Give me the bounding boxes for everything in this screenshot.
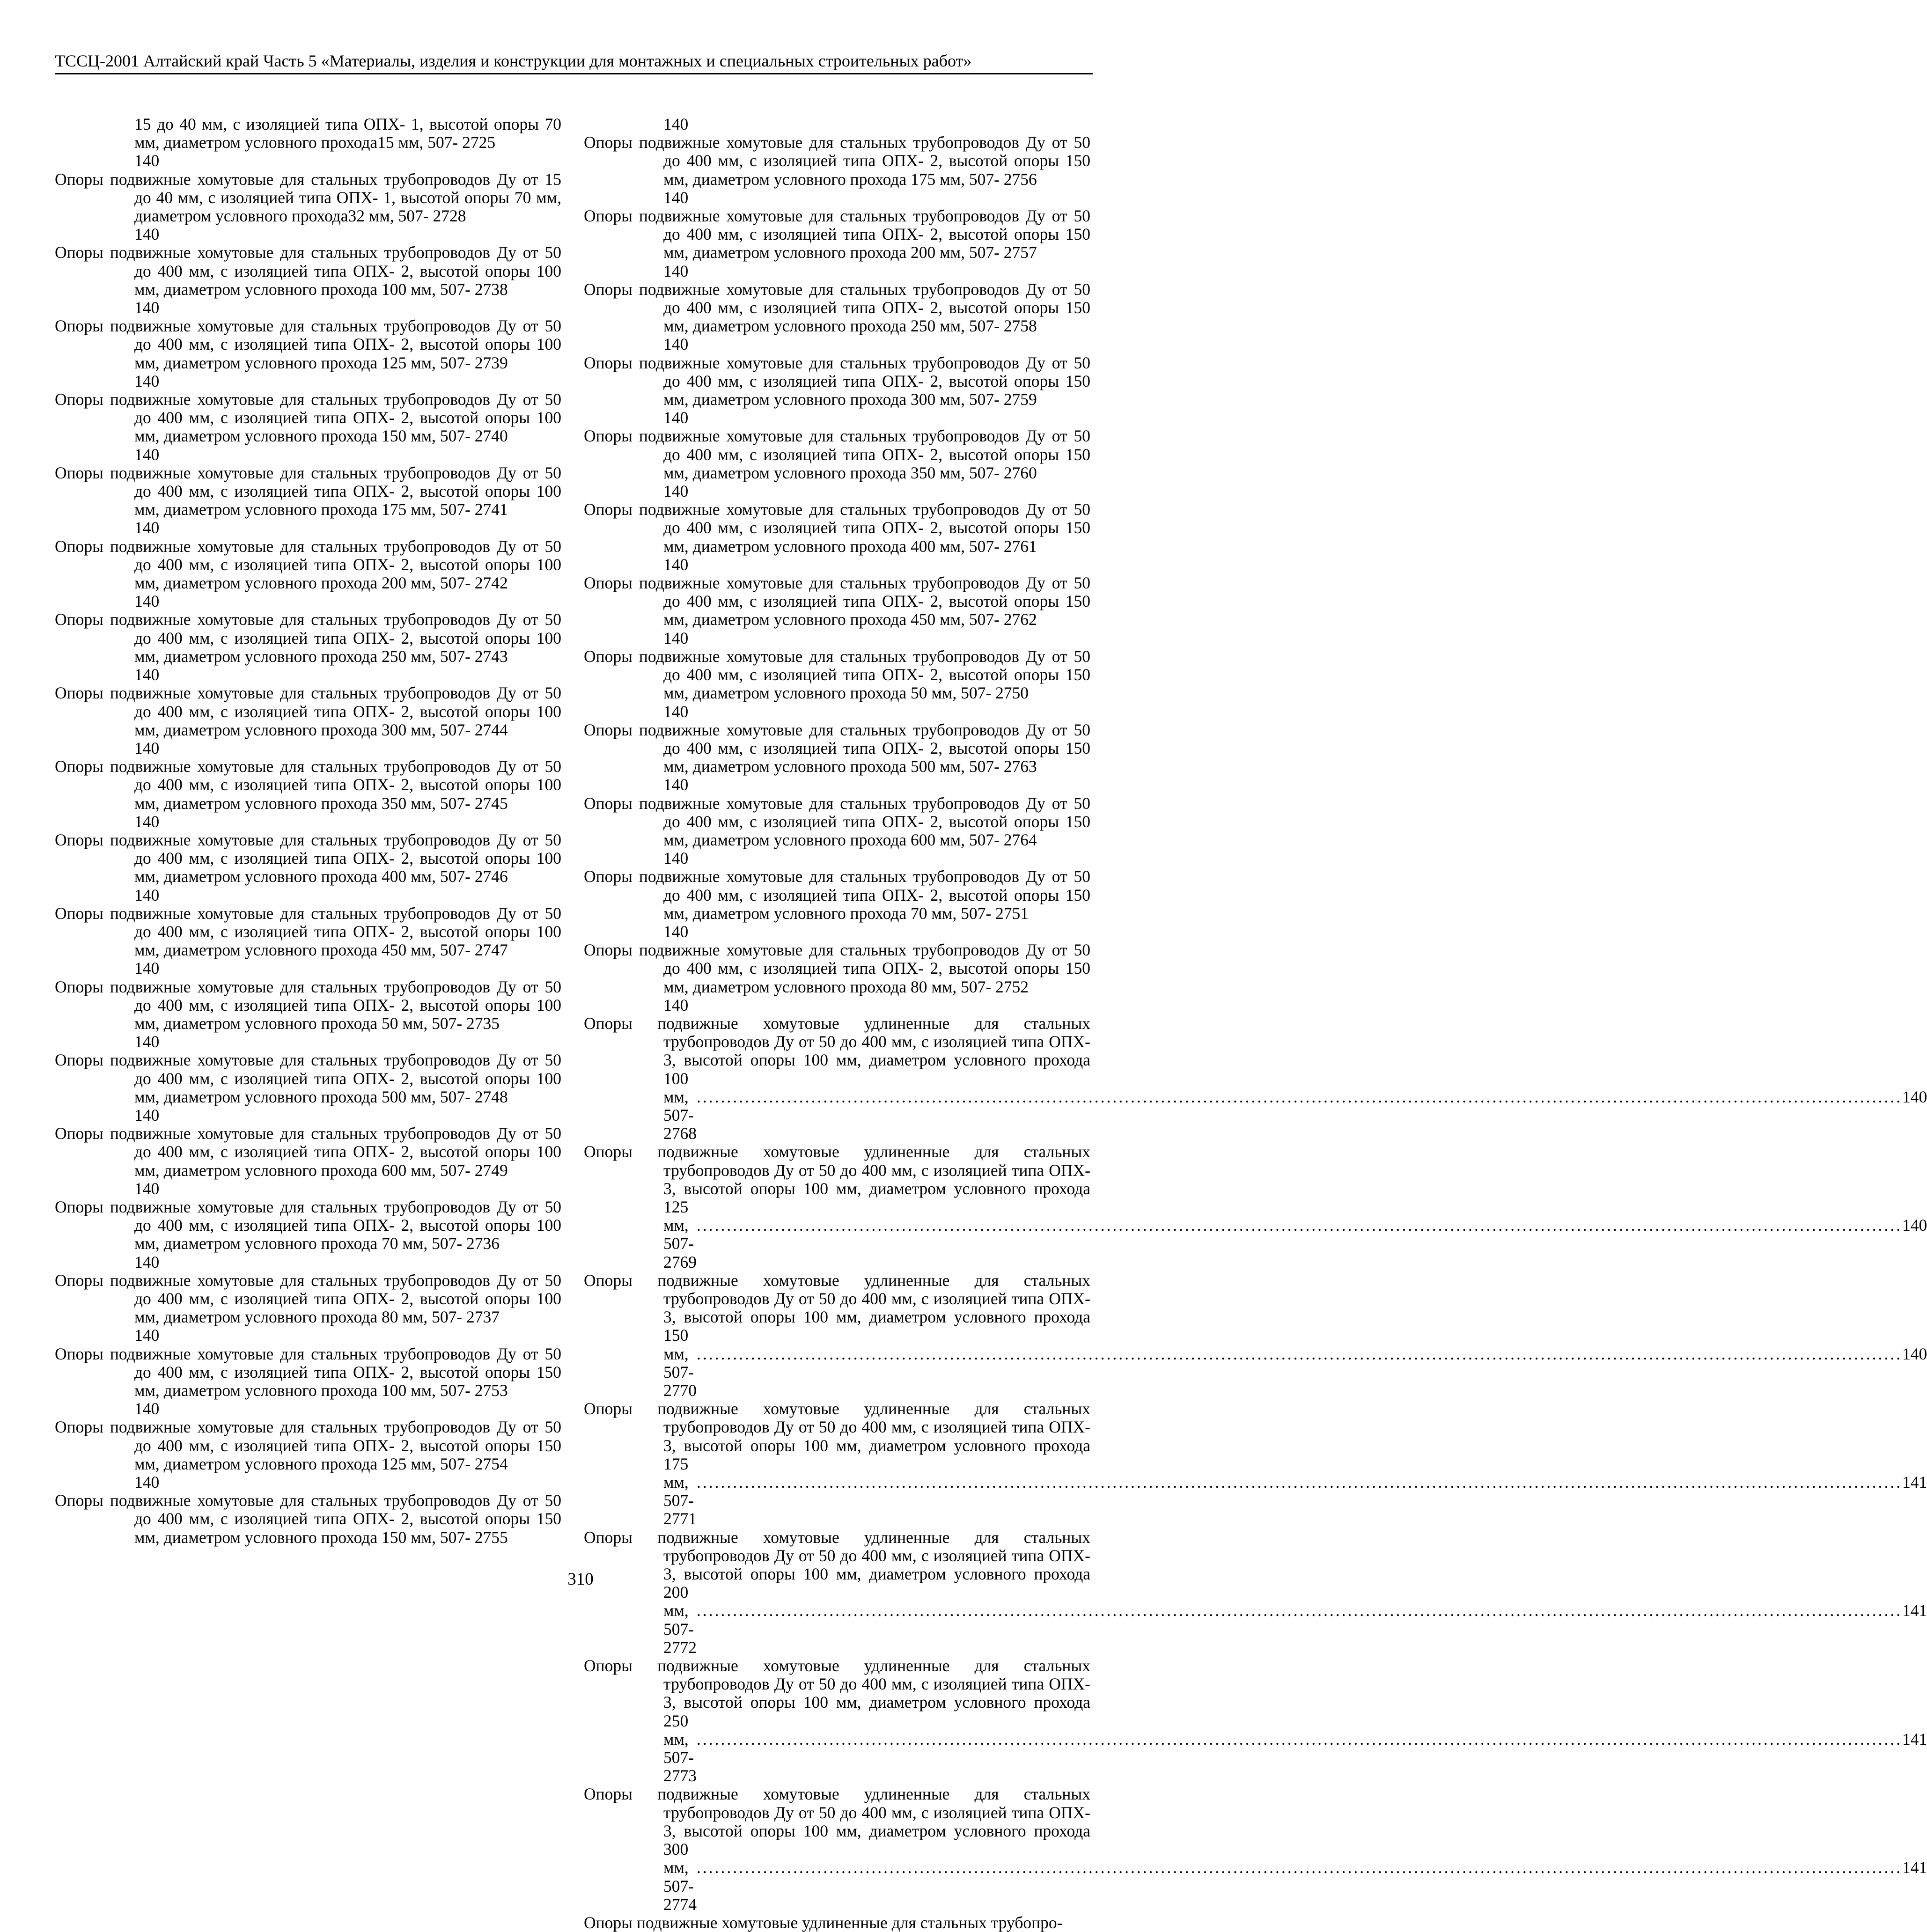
index-entry [584,721,1090,794]
index-entry-code: мм, 507- 2770 [663,1344,697,1400]
index-entry-page: 140 [663,115,689,133]
index-entry-page: 141 [1902,1858,1927,1877]
dot-leader: ........................................................................................................................................................................................................ [697,1216,1902,1235]
index-entry [55,390,561,464]
index-entry-title: Опоры подвижные хомутовые для стальных трубопроводов Ду от 50 до 400 мм, с изоляцией типа ОПХ- 2, высотой опоры 100 мм, диаметром условного прохода 150 мм, 507- 2740 [55,390,561,446]
index-entry-code: мм, 507- 2774 [663,1858,697,1914]
index-entry-title: Опоры подвижные хомутовые удлиненные для стальных трубопроводов Ду от 50 до 400 мм, с изоляцией типа ОПХ- 3, высотой опоры 100 мм, диаметром условного прохода 150 [584,1271,1090,1345]
index-entry-page: 140 [663,849,689,868]
index-entry-title: Опоры подвижные хомутовые для стальных трубопроводов Ду от 50 до 400 мм, с изоляцией типа ОПХ- 2, высотой опоры 150 мм, диаметром условного прохода 400 мм, 507- 2761 [584,500,1090,556]
index-entry [584,133,1090,207]
index-entry [584,1785,1927,1914]
index-entry [584,1656,1927,1785]
index-entry [55,1198,561,1271]
index-entry-title: Опоры подвижные хомутовые для стальных трубопроводов Ду от 15 до 40 мм, с изоляцией типа ОПХ- 1, высотой опоры 70 мм, диаметром условного прохода32 мм, 507- 2728 [55,169,561,226]
index-entry [584,1399,1927,1528]
index-entry-page: 140 [134,1179,160,1198]
index-entry [584,794,1090,868]
index-entry [55,757,561,831]
index-entry-title: Опоры подвижные хомутовые удлиненные для стальных трубопроводов Ду от 50 до 400 мм, с изоляцией типа ОПХ- 3, высотой опоры 100 мм, диаметром условного прохода 200 [584,1528,1090,1602]
index-entry-page: 140 [663,482,689,501]
index-entry-page: 140 [134,1105,160,1124]
index-entry-page: 140 [663,922,689,941]
index-entry [55,464,561,537]
index-entry-last-line [663,1087,1927,1143]
index-entry [584,1014,1927,1143]
index-entry-page: 140 [663,555,689,574]
index-entry-title: Опоры подвижные хомутовые для стальных трубопроводов Ду от 50 до 400 мм, с изоляцией типа ОПХ- 2, высотой опоры 100 мм, диаметром условного прохода 300 мм, 507- 2744 [55,683,561,739]
index-entry [55,610,561,684]
index-entry [584,1271,1927,1400]
index-entry [55,243,561,317]
index-column-left [55,115,561,1547]
index-entry [584,1142,1927,1271]
index-entry [55,1418,561,1491]
index-entry-title: Опоры подвижные хомутовые для стальных трубопроводов Ду от 50 до 400 мм, с изоляцией типа ОПХ- 2, высотой опоры 150 мм, диаметром условного прохода 100 мм, 507- 2753 [55,1344,561,1400]
index-entry-page: 140 [134,1326,160,1345]
index-entry-page: 140 [134,371,160,390]
index-entry-page: 140 [134,1473,160,1492]
index-entry [55,537,561,611]
dot-leader: ........................................................................................................................................................................................................ [697,1344,1902,1363]
index-entry [55,1124,561,1198]
index-entry-page: 140 [134,518,160,537]
index-entry-title: Опоры подвижные хомутовые для стальных трубопроводов Ду от 50 до 400 мм, с изоляцией типа ОПХ- 2, высотой опоры 100 мм, диаметром условного прохода 70 мм, 507- 2736 [55,1197,561,1253]
index-entry [55,831,561,904]
index-entry-page: 140 [663,995,689,1014]
index-entry [584,500,1090,574]
index-entry-title: Опоры подвижные хомутовые удлиненные для стальных трубопроводов Ду от 50 до 400 мм, с изоляцией типа ОПХ- 3, высотой опоры 100 мм, диаметром условного прохода 250 [584,1656,1090,1730]
index-entry [55,978,561,1051]
index-entry [584,1914,1090,1932]
index-entry-last-line [663,1601,1927,1657]
index-entry-title: Опоры подвижные хомутовые для стальных трубопроводов Ду от 50 до 400 мм, с изоляцией типа ОПХ- 2, высотой опоры 100 мм, диаметром условного прохода 100 мм, 507- 2738 [55,243,561,299]
index-entry-title: Опоры подвижные хомутовые для стальных трубопроводов Ду от 50 до 400 мм, с изоляцией типа ОПХ- 2, высотой опоры 150 мм, диаметром условного прохода 125 мм, 507- 2754 [55,1418,561,1473]
index-entry-title: Опоры подвижные хомутовые для стальных трубопроводов Ду от 50 до 400 мм, с изоляцией типа ОПХ- 2, высотой опоры 150 мм, диаметром условного прохода 150 мм, 507- 2755 [55,1491,561,1547]
index-column-right [584,115,1927,1932]
index-entry-page: 140 [663,408,689,427]
index-entry-page: 141 [1902,1729,1927,1748]
index-entry [584,354,1090,427]
index-entry-page: 140 [134,445,160,464]
index-entry-page: 140 [134,151,160,170]
index-entry-page: 140 [663,775,689,794]
page-number: 310 [567,1570,594,1589]
index-entry-page: 140 [134,1032,160,1051]
index-entry-title: Опоры подвижные хомутовые для стальных трубопроводов Ду от 50 до 400 мм, с изоляцией типа ОПХ- 2, высотой опоры 100 мм, диаметром условного прохода 450 мм, 507- 2747 [55,904,561,960]
index-entry-code: мм, 507- 2771 [663,1473,697,1528]
index-entry-page: 140 [134,592,160,611]
index-entry-title: Опоры подвижные хомутовые для стальных трубопроводов Ду от 50 до 400 мм, с изоляцией типа ОПХ- 2, высотой опоры 150 мм, диаметром условного прохода 70 мм, 507- 2751 [584,867,1090,923]
index-entry-page: 140 [134,959,160,978]
index-entry-title: Опоры подвижные хомутовые для стальных трубопроводов Ду от 50 до 400 мм, с изоляцией типа ОПХ- 2, высотой опоры 100 мм, диаметром условного прохода 80 мм, 507- 2737 [55,1271,561,1327]
index-entry-title: Опоры подвижные хомутовые для стальных трубопроводов Ду от 50 до 400 мм, с изоляцией типа ОПХ- 2, высотой опоры 100 мм, диаметром условного прохода 250 мм, 507- 2743 [55,610,561,666]
page-header: ТССЦ-2001 Алтайский край Часть 5 «Материалы, изделия и конструкции для монтажных и специальных строительных работ» [55,51,1093,74]
index-entry-title: Опоры подвижные хомутовые для стальных трубопроводов Ду от 50 до 400 мм, с изоляцией типа ОПХ- 2, высотой опоры 150 мм, диаметром условного прохода 350 мм, 507- 2760 [584,426,1090,482]
index-entry [55,1051,561,1124]
index-entry [584,1528,1927,1657]
index-entry-page: 140 [663,188,689,207]
dot-leader: ........................................................................................................................................................................................................ [697,1729,1902,1748]
index-entry-page: 140 [663,702,689,721]
index-entry [584,574,1090,647]
index-entry [55,115,561,170]
dot-leader: ........................................................................................................................................................................................................ [697,1087,1902,1106]
index-entry-page: 140 [134,665,160,684]
index-entry [584,115,1090,133]
index-entry [55,317,561,390]
index-entry-title: Опоры подвижные хомутовые для стальных трубопроводов Ду от 50 до 400 мм, с изоляцией типа ОПХ- 2, высотой опоры 150 мм, диаметром условного прохода 300 мм, 507- 2759 [584,353,1090,409]
index-entry-title: Опоры подвижные хомутовые для стальных трубопроводов Ду от 50 до 400 мм, с изоляцией типа ОПХ- 2, высотой опоры 100 мм, диаметром условного прохода 200 мм, 507- 2742 [55,536,561,593]
index-entry-title: Опоры подвижные хомутовые для стальных трубопроводов Ду от 50 до 400 мм, с изоляцией типа ОПХ- 2, высотой опоры 100 мм, диаметром условного прохода 600 мм, 507- 2749 [55,1124,561,1180]
index-entry [55,170,561,244]
index-entry-title: Опоры подвижные хомутовые удлиненные для стальных трубопро- [584,1913,1063,1932]
index-entry-page: 140 [134,1252,160,1271]
index-entry-page: 140 [1902,1087,1927,1106]
index-entry [55,904,561,978]
index-entry-title: Опоры подвижные хомутовые для стальных трубопроводов Ду от 50 до 400 мм, с изоляцией типа ОПХ- 2, высотой опоры 100 мм, диаметром условного прохода 400 мм, 507- 2746 [55,830,561,886]
index-entry [584,427,1090,500]
index-entry-code: мм, 507- 2772 [663,1601,697,1657]
index-entry-page: 140 [134,885,160,904]
dot-leader: ........................................................................................................................................................................................................ [697,1601,1902,1620]
index-entry [584,867,1090,941]
index-entry-title: Опоры подвижные хомутовые для стальных трубопроводов Ду от 50 до 400 мм, с изоляцией типа ОПХ- 2, высотой опоры 100 мм, диаметром условного прохода 125 мм, 507- 2739 [55,316,561,372]
index-entry-title: Опоры подвижные хомутовые для стальных трубопроводов Ду от 50 до 400 мм, с изоляцией типа ОПХ- 2, высотой опоры 150 мм, диаметром условного прохода 80 мм, 507- 2752 [584,940,1090,996]
index-entry-title: Опоры подвижные хомутовые для стальных трубопроводов Ду от 50 до 400 мм, с изоляцией типа ОПХ- 2, высотой опоры 100 мм, диаметром условного прохода 175 мм, 507- 2741 [55,463,561,519]
index-entry [584,280,1090,354]
index-entry-page: 140 [663,628,689,647]
index-entry-page: 140 [134,812,160,831]
index-entry-page: 140 [1902,1216,1927,1235]
index-entry [55,1345,561,1418]
index-entry-title: 15 до 40 мм, с изоляцией типа ОПХ- 1, высотой опоры 70 мм, диаметром условного прохода15 мм, 507- 2725 [134,115,561,152]
dot-leader: ........................................................................................................................................................................................................ [697,1858,1902,1877]
index-entry-page: 141 [1902,1473,1927,1492]
index-entry-title: Опоры подвижные хомутовые для стальных трубопроводов Ду от 50 до 400 мм, с изоляцией типа ОПХ- 2, высотой опоры 150 мм, диаметром условного прохода 50 мм, 507- 2750 [584,646,1090,703]
index-entry-last-line [663,1858,1927,1914]
index-entry-title: Опоры подвижные хомутовые удлиненные для стальных трубопроводов Ду от 50 до 400 мм, с изоляцией типа ОПХ- 3, высотой опоры 100 мм, диаметром условного прохода 175 [584,1399,1090,1473]
index-entry-code: мм, 507- 2769 [663,1216,697,1271]
index-entry-last-line [663,1729,1927,1785]
index-entry-title: Опоры подвижные хомутовые для стальных трубопроводов Ду от 50 до 400 мм, с изоляцией типа ОПХ- 2, высотой опоры 150 мм, диаметром условного прохода 600 мм, 507- 2764 [584,793,1090,849]
index-entry-last-line [663,1344,1927,1400]
index-entry-page: 140 [134,738,160,757]
index-entry-page: 140 [134,298,160,317]
dot-leader: ........................................................................................................................................................................................................ [697,1473,1902,1492]
index-entry-page: 141 [1902,1601,1927,1620]
index-entry-title: Опоры подвижные хомутовые для стальных трубопроводов Ду от 50 до 400 мм, с изоляцией типа ОПХ- 2, высотой опоры 150 мм, диаметром условного прохода 250 мм, 507- 2758 [584,279,1090,336]
index-entry [55,684,561,757]
index-entry-page: 140 [1902,1344,1927,1363]
index-entry-title: Опоры подвижные хомутовые для стальных трубопроводов Ду от 50 до 400 мм, с изоляцией типа ОПХ- 2, высотой опоры 150 мм, диаметром условного прохода 450 мм, 507- 2762 [584,573,1090,629]
index-entry-last-line [663,1473,1927,1528]
index-entry [584,207,1090,280]
index-entry-page: 140 [134,1399,160,1418]
index-entry-title: Опоры подвижные хомутовые удлиненные для стальных трубопроводов Ду от 50 до 400 мм, с изоляцией типа ОПХ- 3, высотой опоры 100 мм, диаметром условного прохода 100 [584,1014,1090,1088]
index-entry-page: 140 [663,261,689,280]
index-entry-title: Опоры подвижные хомутовые для стальных трубопроводов Ду от 50 до 400 мм, с изоляцией типа ОПХ- 2, высотой опоры 150 мм, диаметром условного прохода 200 мм, 507- 2757 [584,206,1090,262]
index-entry-title: Опоры подвижные хомутовые для стальных трубопроводов Ду от 50 до 400 мм, с изоляцией типа ОПХ- 2, высотой опоры 150 мм, диаметром условного прохода 500 мм, 507- 2763 [584,720,1090,776]
index-entry-title: Опоры подвижные хомутовые для стальных трубопроводов Ду от 50 до 400 мм, с изоляцией типа ОПХ- 2, высотой опоры 150 мм, диаметром условного прохода 175 мм, 507- 2756 [584,133,1090,189]
index-entry-title: Опоры подвижные хомутовые удлиненные для стальных трубопроводов Ду от 50 до 400 мм, с изоляцией типа ОПХ- 3, высотой опоры 100 мм, диаметром условного прохода 300 [584,1785,1090,1859]
index-entry-code: мм, 507- 2773 [663,1729,697,1785]
index-entry-page: 140 [134,225,160,244]
index-entry-title: Опоры подвижные хомутовые для стальных трубопроводов Ду от 50 до 400 мм, с изоляцией типа ОПХ- 2, высотой опоры 100 мм, диаметром условного прохода 350 мм, 507- 2745 [55,757,561,813]
index-entry-title: Опоры подвижные хомутовые удлиненные для стальных трубопроводов Ду от 50 до 400 мм, с изоляцией типа ОПХ- 3, высотой опоры 100 мм, диаметром условного прохода 125 [584,1142,1090,1216]
index-entry-title: Опоры подвижные хомутовые для стальных трубопроводов Ду от 50 до 400 мм, с изоляцией типа ОПХ- 2, высотой опоры 100 мм, диаметром условного прохода 500 мм, 507- 2748 [55,1050,561,1106]
index-entry-title: Опоры подвижные хомутовые для стальных трубопроводов Ду от 50 до 400 мм, с изоляцией типа ОПХ- 2, высотой опоры 100 мм, диаметром условного прохода 50 мм, 507- 2735 [55,977,561,1033]
index-entry-code: мм, 507- 2768 [663,1087,697,1143]
index-entry [584,647,1090,721]
index-entry-last-line [663,1216,1927,1271]
index-entry [55,1271,561,1345]
index-entry [55,1491,561,1547]
index-entry-page: 140 [663,335,689,354]
index-entry [584,941,1090,1014]
